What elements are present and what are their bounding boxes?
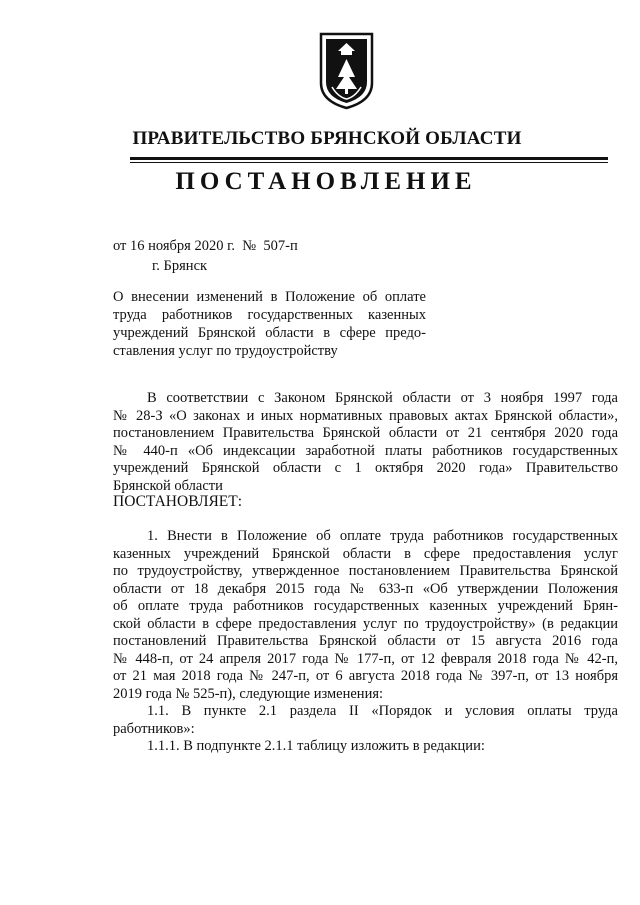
government-title: ПРАВИТЕЛЬСТВО БРЯНСКОЙ ОБЛАСТИ [132,128,522,149]
text-line: Брянской области [113,477,223,494]
subject-line: учреждений Брянской области в сфере предо- [113,325,426,341]
date-and-number: от 16 ноября 2020 г. № 507-п [113,238,298,254]
text-line: от 21 мая 2018 года № 247-п, от 6 августа 2018 года № 397-п, от 13 ноября [113,668,618,684]
text-line: 1. Внести в Положение об оплате труда работников государственных [147,528,618,544]
text-line: 2019 года № 525-п), следующие изменения: [113,685,384,702]
text-line: № 28-З «О законах и иных нормативных правовых актах Брянской области», [113,407,618,424]
text-line: 1.1. В пункте 2.1 раздела II «Порядок и условия оплаты труда [147,703,618,719]
text-line: об оплате труда работников государственных казенных учреждений Брян- [113,598,618,614]
document-subject [113,288,426,360]
decree-word: ПОСТАНОВЛЯЕТ: [113,493,243,510]
text-line: ской области в сфере предоставления услуг по трудоустройству» (в редакции [113,615,618,632]
text-line: казенных учреждений Брянской области в сфере предоставления услуг [113,545,618,562]
text-line: № 448-п, от 24 апреля 2017 года № 177-п, от 12 февраля 2018 года № 42-п, [113,650,618,667]
item-1-paragraph [113,528,618,756]
header-rule-thick [130,157,608,160]
preamble-paragraph [113,390,618,495]
text-line: работников»: [113,720,195,737]
coat-of-arms-icon [318,31,375,111]
text-line: области от 18 декабря 2015 года № 633-п «Об утверждении Положения [113,580,618,597]
text-line: постановлением Правительства Брянской области от 21 сентября 2020 года [113,425,618,441]
city: г. Брянск [152,258,208,274]
text-line: постановлений Правительства Брянской области от 15 августа 2016 года [113,633,618,649]
subject-line: труда работников государственных казенных [113,307,426,323]
subject-line: О внесении изменений в Положение об оплате [113,289,426,305]
document-type: ПОСТАНОВЛЕНИЕ [175,168,477,195]
text-line: 1.1.1. В подпункте 2.1.1 таблицу изложить в редакции: [147,738,485,754]
subject-line: ставления услуг по трудоустройству [113,343,338,359]
text-line: по трудоустройству, утвержденное постановлением Правительства Брянской [113,563,618,579]
text-line: учреждений Брянской области с 1 октября 2020 года» Правительство [113,460,618,476]
text-line: № 440-п «Об индексации заработной платы работников государственных [113,442,618,459]
header-rule-thin [130,162,608,163]
text-line: В соответствии с Законом Брянской области от 3 ноября 1997 года [147,390,618,406]
